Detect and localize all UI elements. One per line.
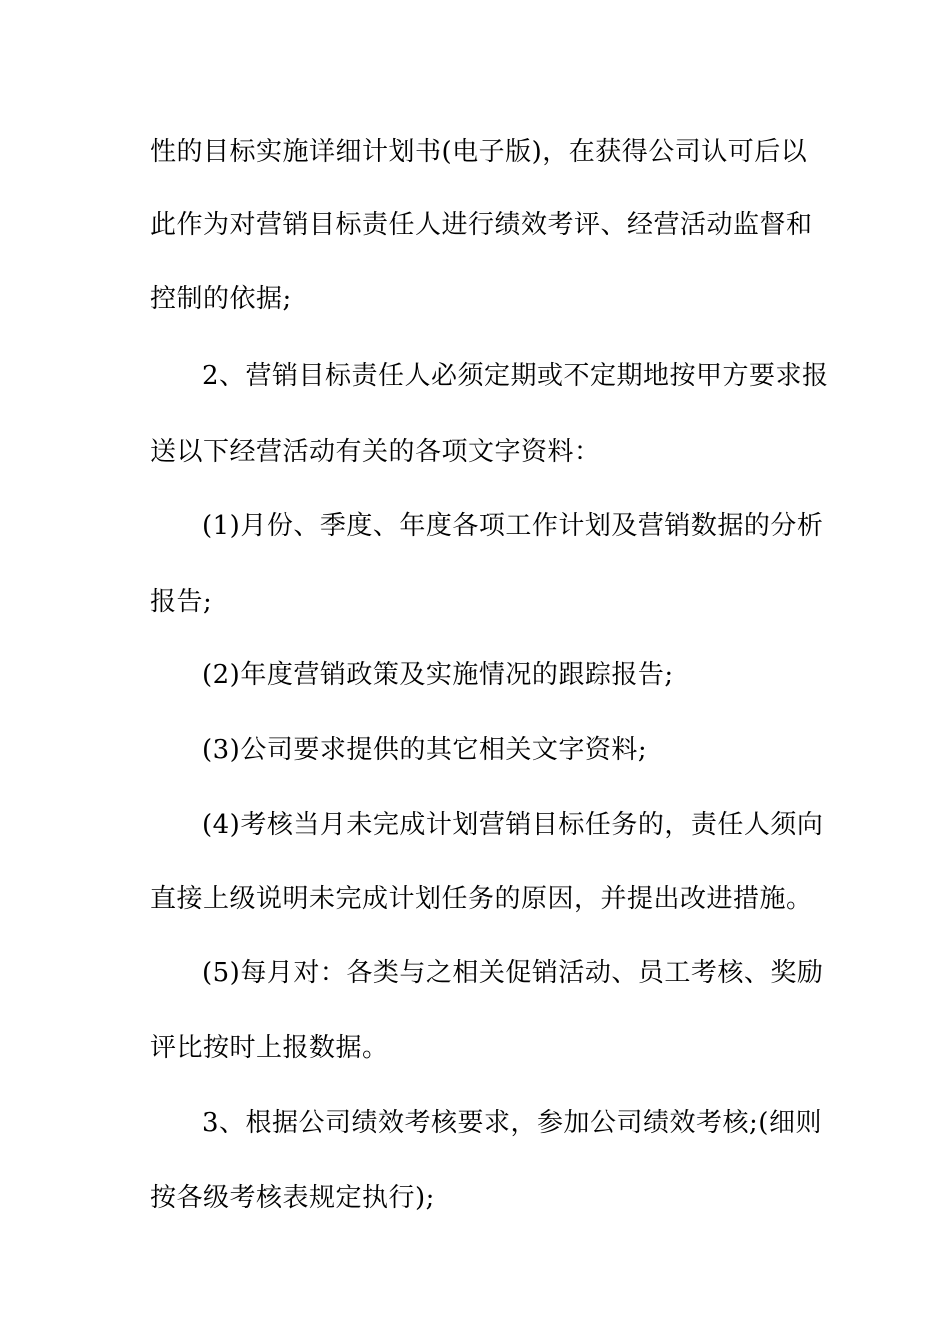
text-line: 送以下经营活动有关的各项文字资料： [150,437,601,467]
list-item-2: (2)年度营销政策及实施情况的跟踪报告; [202,660,674,690]
text-line: 性的目标实施详细计划书(电子版)，在获得公司认可后以 [150,137,808,167]
text-line: 按各级考核表规定执行); [150,1183,435,1213]
paragraph-start: 3、根据公司绩效考核要求，参加公司绩效考核;(细则 [202,1108,822,1138]
text-line: 直接上级说明未完成计划任务的原因，并提出改进措施。 [150,884,813,914]
text-line: 评比按时上报数据。 [150,1033,389,1063]
list-item-5: (5)每月对：各类与之相关促销活动、员工考核、奖励 [202,958,824,988]
paragraph-start: 2、营销目标责任人必须定期或不定期地按甲方要求报 [202,361,829,391]
list-item-3: (3)公司要求提供的其它相关文字资料; [202,735,648,765]
text-line: 控制的依据; [150,284,292,314]
text-line: 此作为对营销目标责任人进行绩效考评、经营活动监督和 [150,210,813,240]
list-item-4: (4)考核当月未完成计划营销目标任务的，责任人须向 [202,810,824,840]
list-item-1: (1)月份、季度、年度各项工作计划及营销数据的分析 [202,511,824,541]
text-line: 报告; [150,587,213,617]
